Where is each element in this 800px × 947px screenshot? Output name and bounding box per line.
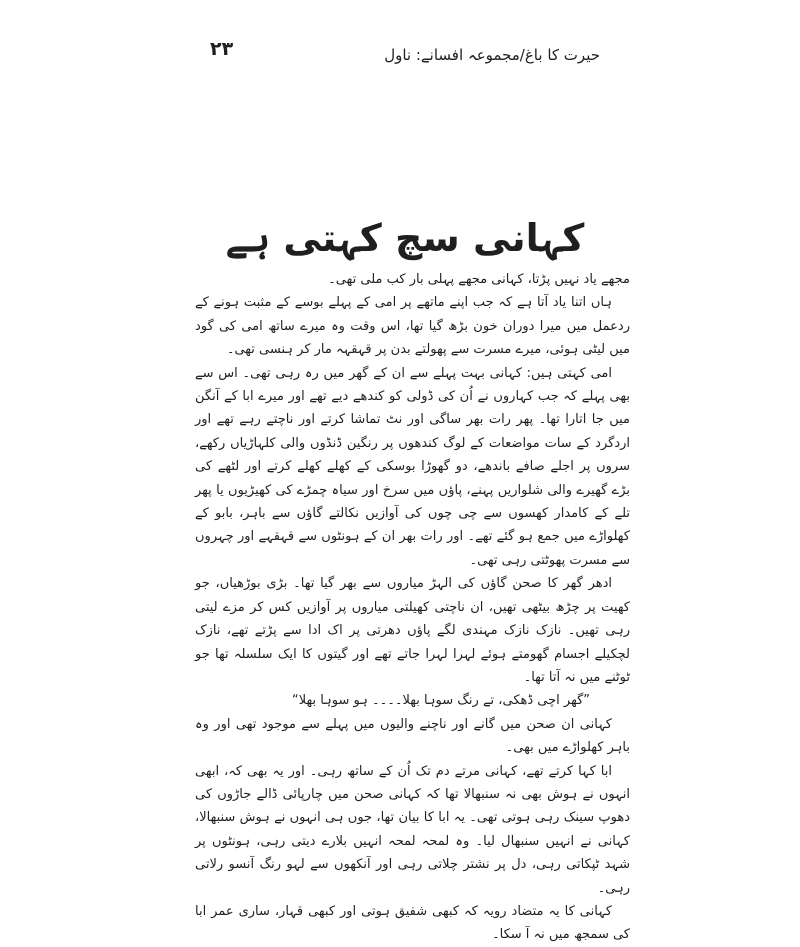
chapter-title: کہانی سچ کہتی ہے	[225, 216, 585, 260]
paragraph: کہانی ان صحن میں گانے اور ناچنے والیوں میں پہلے سے موجود تھی اور وہ باہر کھلواڑے میں بھی۔	[195, 716, 630, 756]
running-header	[210, 38, 600, 78]
song-verse: ”گھر اچی ڈھکی، تے رنگ سوہا بھلا۔۔۔۔ ہو سوہا بھلا“	[291, 693, 590, 709]
paragraph: ہاں اتنا یاد آتا ہے کہ جب اپنے ماتھے پر امی کے پہلے بوسے کے مثبت ہونے کے ردعمل میں میرا دوران خون بڑھ گیا تھا، اس وقت وہ میرے ساتھ امی کی گود میں لیٹی ہوئی، میرے مسرت سے پھولتے بدن پر قہقہہ مار کر ہنسی تھی۔	[195, 295, 630, 358]
book-title: حیرت کا باغ/مجموعہ افسانے: ناول	[384, 46, 600, 64]
paragraph: مجھے یاد نہیں پڑتا، کہانی مجھے پہلی بار کب ملی تھی۔	[328, 272, 630, 287]
story-body	[195, 268, 630, 947]
paragraph: ابا کہا کرتے تھے، کہانی مرتے دم تک اُن کے ساتھ رہی۔ اور یہ بھی کہ، ابھی انہوں نے ہوش بھی نہ سنبھالا تھا کہ کہانی صحن میں چارپائی ڈالے جاڑوں کی دھوپ سینک رہی ہوتی تھی۔ یہ ابا کا بیان تھا، جوں ہی انہوں نے ہوش سنبھالا، کہانی نے انہیں سنبھال لیا۔ وہ لمحہ لمحہ انہیں بلارے دیتی رہی، ہونٹوں پر شہد ٹپکاتی رہی، دل پر نشتر چلاتی رہی اور آنکھوں سے لہو رنگ آنسو رلاتی رہی۔	[195, 763, 630, 896]
paragraph: ادھر گھر کا صحن گاؤں کی الہڑ میاروں سے بھر گیا تھا۔ بڑی بوڑھیاں، جو کھیت پر چڑھ بیٹھی تھیں، ان ناچتی کھیلتی میاروں پر آوازیں کس کر مزے لیتی رہی تھیں۔ نازک نازک مہندی لگے پاؤں دھرتی پر اک ادا سے پڑتے تھے، نازک لچکیلے اجسام گھومتے ہوئے لہرا لہرا جاتے تھے اور گیتوں کا ایک سلسلہ تھا جو ٹوٹنے میں نہ آتا تھا۔	[195, 576, 630, 685]
paragraph: کہانی کا یہ متضاد رویہ کہ کبھی شفیق ہوتی اور کبھی قہار، ساری عمر ابا کی سمجھ میں نہ آ سکا۔	[195, 903, 630, 943]
paragraph: امی کہتی ہیں: کہانی بہت پہلے سے ان کے گھر میں رہ رہی تھی۔ اس سے بھی پہلے کہ جب کہاروں نے اُن کی ڈولی کو کندھے دیے تھے اور میرے ابا کے آنگن میں جا اتارا تھا۔ پھر رات بھر ساگی اور نٹ تماشا کرتے اور ناچتے رہے تھے اور اردگرد کے سات مواضعات کے لوگ کندھوں پر رنگین ڈنڈوں والی کلہاڑیاں رکھے، سروں پر اجلے صافے باندھے، دو گھوڑا بوسکی کے کھلے کھلے کرتے اور لٹھے کی بڑے گھیرے والی شلواریں پہنے، پاؤں میں سرخ اور سیاہ چمڑے کی کھیڑیوں یا پھر تلے کے کامدار کھسوں سے چی چوں کی آوازیں نکالتے گاؤں سے باہر، بابو کے کھلواڑے میں جمع ہو گئے تھے۔ اور رات بھر ان کے ہونٹوں سے قہقہے اور چہروں سے مسرت پھوٹتی رہی تھی۔	[195, 365, 630, 568]
page-number: ۲۳	[210, 38, 234, 60]
